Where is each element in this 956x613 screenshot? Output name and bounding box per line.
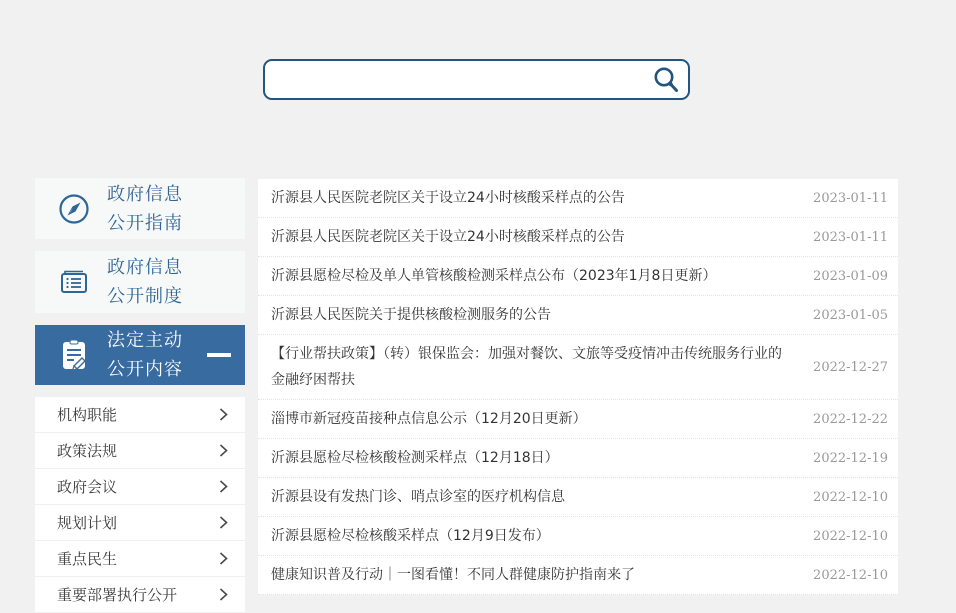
sidebar-sub-item[interactable]: [35, 397, 245, 433]
search-icon: [651, 65, 681, 95]
news-list-item[interactable]: [258, 400, 898, 439]
sidebar-sub-item-label: 重点民生: [57, 550, 118, 568]
news-item-date: 2022-12-19: [813, 450, 888, 466]
chevron-right-icon: [218, 407, 229, 422]
document-lines-icon: [57, 265, 91, 299]
news-item-title[interactable]: 【行业帮扶政策】（转）银保监会：加强对餐饮、文旅等受疫情冲击传统服务行业的金融纾困帮扶: [271, 346, 782, 388]
news-list-item[interactable]: [258, 478, 898, 517]
sidebar-sub-item-label: 重要部署执行公开: [57, 586, 178, 604]
news-item-title[interactable]: 沂源县人民医院老院区关于设立24小时核酸采样点的公告: [271, 190, 625, 206]
chevron-right-icon: [218, 515, 229, 530]
sidebar-sub-item-label: 机构职能: [57, 406, 118, 424]
news-item-date: 2022-12-10: [813, 489, 888, 505]
sidebar: [35, 178, 245, 613]
news-item-date: 2023-01-05: [813, 307, 888, 323]
search-button[interactable]: [644, 61, 688, 98]
news-list-item[interactable]: [258, 335, 898, 400]
sidebar-item-gov-info-system[interactable]: [35, 251, 245, 313]
sidebar-sub-item[interactable]: [35, 505, 245, 541]
news-item-title[interactable]: 淄博市新冠疫苗接种点信息公示（12月20日更新）: [271, 411, 587, 427]
sidebar-sub-item[interactable]: [35, 541, 245, 577]
news-list-item[interactable]: [258, 517, 898, 556]
sidebar-sub-item-label: 政策法规: [57, 442, 118, 460]
news-item-date: 2023-01-11: [813, 229, 888, 245]
news-item-title[interactable]: 健康知识普及行动｜一图看懂！不同人群健康防护指南来了: [271, 567, 635, 583]
news-list-item[interactable]: [258, 257, 898, 296]
news-item-date: 2022-12-10: [813, 567, 888, 583]
news-item-date: 2022-12-27: [813, 359, 888, 375]
sidebar-item-statutory-disclosure[interactable]: [35, 325, 245, 385]
news-item-title[interactable]: 沂源县人民医院老院区关于设立24小时核酸采样点的公告: [271, 229, 625, 245]
news-item-title[interactable]: 沂源县愿检尽检核酸采样点（12月9日发布）: [271, 528, 550, 544]
sidebar-sub-item[interactable]: [35, 577, 245, 613]
sidebar-sub-item[interactable]: [35, 469, 245, 505]
news-list: [258, 179, 898, 595]
news-list-item[interactable]: [258, 218, 898, 257]
news-list-item[interactable]: [258, 556, 898, 595]
news-item-date: 2022-12-10: [813, 528, 888, 544]
sidebar-sub-list: [35, 397, 245, 613]
news-item-date: 2022-12-22: [813, 411, 888, 427]
chevron-right-icon: [218, 479, 229, 494]
chevron-right-icon: [218, 443, 229, 458]
news-item-title[interactable]: 沂源县人民医院关于提供核酸检测服务的公告: [271, 307, 551, 323]
news-item-date: 2023-01-11: [813, 190, 888, 206]
news-list-item[interactable]: [258, 296, 898, 335]
news-item-title[interactable]: 沂源县设有发热门诊、哨点诊室的医疗机构信息: [271, 489, 565, 505]
search-input[interactable]: [265, 61, 644, 98]
news-item-title[interactable]: 沂源县愿检尽检核酸检测采样点（12月18日）: [271, 450, 559, 466]
collapse-minus-icon[interactable]: [207, 353, 231, 357]
sidebar-item-label: 政府信息 公开制度: [107, 257, 183, 307]
news-item-title[interactable]: 沂源县愿检尽检及单人单管核酸检测采样点公布（2023年1月8日更新）: [271, 268, 717, 284]
sidebar-sub-item[interactable]: [35, 433, 245, 469]
compass-icon: [57, 192, 91, 226]
sidebar-sub-item-label: 规划计划: [57, 514, 118, 532]
chevron-right-icon: [218, 587, 229, 602]
sidebar-item-label: 法定主动 公开内容: [107, 330, 183, 380]
chevron-right-icon: [218, 551, 229, 566]
news-list-item[interactable]: [258, 179, 898, 218]
news-list-item[interactable]: [258, 439, 898, 478]
sidebar-item-gov-info-guide[interactable]: [35, 178, 245, 239]
search-bar: [263, 59, 690, 100]
sidebar-sub-item-label: 政府会议: [57, 478, 118, 496]
clipboard-pencil-icon: [57, 338, 91, 372]
news-item-date: 2023-01-09: [813, 268, 888, 284]
sidebar-item-label: 政府信息 公开指南: [107, 183, 183, 234]
